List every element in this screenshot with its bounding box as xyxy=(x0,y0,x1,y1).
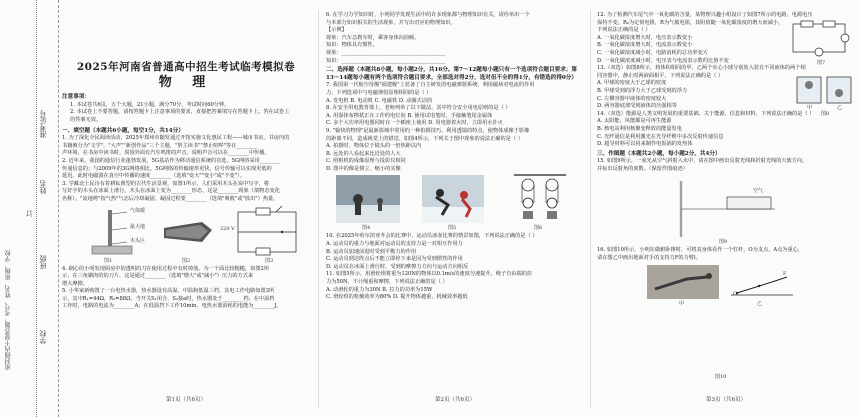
page-separator xyxy=(590,10,591,407)
question-line: 1. 为了深化全民阅读活动，2025年郑州市随发通过开馆实施文化惠民工程——城市书房。书房内的 xyxy=(62,135,290,142)
option-line: A. 甲球的密度大于乙球的密度 xyxy=(597,80,667,87)
binding-label-class: 班级 xyxy=(39,255,47,269)
figure-9-refraction xyxy=(667,175,777,239)
fig10-label-jia: 甲 xyxy=(679,300,685,307)
page-footer: 第3页（共6页） xyxy=(706,397,746,404)
figure-5-caption: 图5 xyxy=(448,225,457,232)
binding-strip xyxy=(0,0,59,417)
option-line: A. 发电机 B. 电动机 C. 电磁铁 D. 动圈式话筒 xyxy=(326,97,433,104)
question-line: 书籍被分为"文学"，"大声""新创作品"三个主题，"帮主读书""禁止喧哗"等在________ xyxy=(62,142,258,149)
option-line: C. 运动员到达终点后不能立即停下来是因为受到惯性的作用 xyxy=(326,256,463,263)
section-heading: 13～14题每小题有两个选项符合题目要求，全部选对得2分，选对但不全的得1分，有错选的得0分） xyxy=(326,74,577,81)
question-line: 写好字的木头在冰面上滑行，木头在冰面上变为________形态，这是________现象（填物态变化 xyxy=(62,188,280,195)
figure-10-pushup xyxy=(647,265,797,301)
question-line: 知识：________________________________________ xyxy=(326,57,446,64)
question-line: 的距离不同，造成视觉上的错觉。如图4所示，下列关于图中现象的说法正确的是（ ） xyxy=(326,135,523,142)
fig8-label-yi: 乙 xyxy=(837,105,843,112)
section-heading: 二、选择题（本题共8小题，每小题2分，共16分。第7～12题每小题只有一个选项符合题目要求；第 xyxy=(326,67,577,74)
question-line: 5. 小华家新购置了一台电热水器，热水器设有高温、中温和低温三档，其电工作电路如图3所 xyxy=(62,288,275,295)
figure-2-caption: 图2 xyxy=(182,257,191,264)
option-line: C. 多个大功率用电器同时在一个插座上使用 D. 用电器着火时，立即用水扑灭 xyxy=(326,120,503,127)
question-line: 力为50N，不计绳重和摩擦，下列说法正确的是（ ） xyxy=(326,279,448,286)
fig8-label-jia: 甲 xyxy=(807,105,813,112)
question-line: 与本部分知识相关的生活现象，并写出对应的物理知识。 xyxy=(326,19,456,26)
question-line: 声环境，在书房中读书时，周围外面有汽车鸣笛的声音，说明声音可以在________中传播。 xyxy=(62,150,270,157)
option-line: C. 光纤通信是利用激光在光导纤维中多次反射传递信息 xyxy=(597,133,724,140)
figure-5-skaters xyxy=(422,175,484,223)
question-line: 7. 我国第一代航空母舰"福建舰"上装备了自主研发的电磁弹射系统，利用磁场对电流的作用 xyxy=(326,82,535,89)
question-line: 工作时，电路的电流为________A；在低温挡下工作10min，电热水器消耗的电能为________J。 xyxy=(62,303,282,310)
fig10-label-yi: 乙 xyxy=(757,300,763,307)
notice-heading: 注意事项： xyxy=(62,94,90,101)
fig10-label-f: F xyxy=(783,270,787,277)
figure-4-photo xyxy=(336,175,400,223)
figure-7-caption: 图7 xyxy=(817,60,826,66)
question-line: 现象：汽车急刹车时，乘客身体向前倾。 xyxy=(326,34,420,41)
question-line: 14.（双选）能源是人类文明发展的重要基础，关于能源、信息和材料，下列说法正确的是（ ） xyxy=(597,110,815,117)
option-line: C. 照相机的成像原理与投影仪相同 xyxy=(326,158,406,165)
option-line: D. 两容器底部受到液体的压强相等 xyxy=(597,103,677,110)
binding-label-school: 学校 xyxy=(39,330,47,344)
page-2 xyxy=(326,12,584,407)
question-line: 11. 如图5所示，用滑轮组将重为120N的物体以0.1m/s的速度匀速提升，绳子自由端的拉 xyxy=(326,271,533,278)
question-line: 并标出反射角的度数。（保留作图痕迹） xyxy=(597,165,688,172)
figure-row xyxy=(326,173,584,233)
question-line: 【示例】 xyxy=(326,27,347,34)
question-line: 10. 在2025年哈尔滨亚冬会的比赛中，运动员冰壶比赛的情景如图，下列说法正确的是（ ） xyxy=(326,233,538,240)
fig3-power-label: 220 V xyxy=(220,225,235,232)
option-line: B. 甲球受到的浮力大于乙球受到的浮力 xyxy=(597,87,688,94)
binding-line xyxy=(36,0,37,417)
notice-line: 2. 本试卷上不要答题，请按答题卡上注意事项的要求，直接把答案填写在答题卡上。答在试卷上 xyxy=(70,109,290,116)
option-line: D. 图中的像是倒立、缩小的实像 xyxy=(326,165,401,172)
binding-label-name: 姓名 xyxy=(39,180,47,194)
question-line: 8. 在安全用电教育课上，老师列举了以下做法，其中符合安全用电原则的是（ ） xyxy=(326,105,511,112)
fig1-label-mid: 最大地 xyxy=(130,223,146,230)
binding-cut-label: 订 xyxy=(25,210,33,217)
question-line: 9. "愉快的物理"是最新影城中常用的一种拍摄技巧。利用透镜的特点，使物体成像于影像 xyxy=(326,127,530,134)
option-line: A. 一氧化碳浓度增大时，电压表示数变小 xyxy=(597,34,693,41)
question-line: 13.（双选）如图8所示，将体积相同的甲、乙两个实心小球分别放入装有不同液体的两个相 xyxy=(597,65,806,72)
section-heading: 三、作图题（本题共2小题，每小题2分，共4分） xyxy=(597,150,721,157)
option-line: D. 超导材料可以用来制作电饭锅的发热体 xyxy=(597,141,693,148)
figure-2-knife xyxy=(162,220,214,248)
exam-title: 2025年河南省普通高中招生考试临考模拟卷 xyxy=(76,61,296,73)
notice-line: 的答案无效。 xyxy=(70,116,102,123)
option-line: B. 远处的人看起来比近处的人大 xyxy=(326,150,401,157)
option-line: D. 运动员在冰面上滑行时，受到的摩擦力方向与运动方向相反 xyxy=(326,263,469,270)
question-line: 4. 刷心的小明发现厨房中的透明的刀在使用过程中有时掉落，为一个面比较粗糙，如图2所 xyxy=(62,265,270,272)
question-line: 6. 在学习力学知识时，小明同学发现生活中的许多现象都与物理知识有关，请你举出一个 xyxy=(326,12,530,18)
figure-8-containers xyxy=(795,71,853,105)
figure-3-caption: 图3 xyxy=(265,257,274,264)
figure-10-area xyxy=(597,263,855,309)
question-line: 名称）。"流地烤"指气热"气态后冷却凝固，凝固过程要________（选填"吸收"或"放出"）热量。 xyxy=(62,195,279,202)
option-line: B. 运动员加速前进时受到平衡力的作用 xyxy=(326,248,417,255)
figure-9-caption: 图9 xyxy=(719,239,728,246)
page-1 xyxy=(62,12,310,407)
option-line: A. 用湿抹布擦拭正在工作的电灯泡 B. 使用试电笔时，手接触笔尾金属体 xyxy=(326,112,493,119)
question-line: 下列说法正确的是（ ） xyxy=(597,27,651,34)
question-line: 知识：物体具有惯性。 xyxy=(326,42,378,49)
figure-6-caption: 图6 xyxy=(534,225,543,232)
figure-8-caption: 图8 xyxy=(821,111,830,118)
page-footer: 第1页（共6页） xyxy=(166,397,206,404)
page-separator xyxy=(318,10,319,407)
figure-4-caption: 图4 xyxy=(362,225,371,232)
fig1-label-bot: 木头区 xyxy=(130,237,146,244)
option-line: C. 滑轮组的机械效率为80% D. 提升物体越重，机械效率越低 xyxy=(326,294,468,301)
option-line: A. 太阳能、风能都是可再生能源 xyxy=(597,118,672,125)
question-line: 力，下列选项中与电磁弹射原理相同的是（ ） xyxy=(326,89,432,96)
subject-title: 物 理 xyxy=(158,74,214,90)
question-line: 现象：________________________________________ xyxy=(326,49,446,56)
question-line: 请在图乙中画出地面对手的支持力F的力臂l。 xyxy=(597,255,701,262)
fig10-label-o: O xyxy=(733,290,738,297)
figure-9-area xyxy=(597,173,855,247)
question-line: 增大摩擦。 xyxy=(62,280,88,287)
figure-6-pulleys xyxy=(508,173,572,225)
question-line: 保持不变，R₀为定值电阻，R为气敏电阻，其阻值随一氧化碳浓度的增大而减小， xyxy=(597,19,784,26)
binding-label-ticket: 准考证号 xyxy=(39,110,47,138)
question-line: 15. 如图9所示，一束光从空气斜射入水中，请在图中画出反射光线和折射光线的大致方向， xyxy=(597,158,808,165)
option-line: C. 左侧容器中液体的密度较大 xyxy=(597,95,667,102)
question-line: 同容器中，静止时两液面相平，下列说法正确的是（ ） xyxy=(597,72,724,79)
section-heading: 一、填空题（本题共6小题，每空1分，共14分） xyxy=(62,127,184,134)
figure-7-circuit xyxy=(787,18,851,58)
notice-line: 1. 本试卷共6页，五个大题，21小题，满分70分，考试时间60分钟。 xyxy=(70,101,230,108)
question-line: 3. 学藏北士民诗有着耕耘典型的古代生活景观，如图1所示，人们采用木头在炭中写字，将 xyxy=(62,180,270,187)
question-line: 传递信息的；与2009年的3G网络相比，5G网络的传输速率更快，信号传输可以实现更低的 xyxy=(62,165,272,172)
question-line: 2. 近年来，我国的通信行业蓬勃发展，5G基站作为移动通信系统的首选，5G网络采用________ xyxy=(62,157,281,164)
question-line: 12. 为了检测汽车尾气中一氧化碳的含量，某物理兴趣小组设计了如图7所示的电路，电源电压 xyxy=(597,12,813,18)
option-line: A. 动滑轮的重力为30N B. 拉力的功率为15W xyxy=(326,286,433,293)
q12-block xyxy=(597,12,855,65)
question-line: 示，其中R₁=44Ω，R₂=88Ω，当开关S₁闭合、S₂接a时，热水器处于________档；在中温档 xyxy=(62,295,275,302)
page-3 xyxy=(597,12,855,407)
question-line: 16. 如图10所示，小明在做俯卧撑时，可将其身体看作一个杠杆，O为支点，A点为重心， xyxy=(597,247,804,254)
option-line: B. 核电站利用核聚变释放的能量发电 xyxy=(597,125,682,132)
option-line: A. 拍摄时，物体位于镜头的一倍焦距以内 xyxy=(326,143,422,150)
page-footer: 第2页（共6页） xyxy=(435,397,475,404)
figure-row xyxy=(62,204,310,266)
figure-1-caption: 图1 xyxy=(104,257,113,264)
binding-note: 密封线内不要答题，考号、姓名、班级、学校 xyxy=(5,250,12,370)
question-line: 延迟，此时电磁波在真空中传播的速度________（选填"变大""变小"或"不变"）。 xyxy=(62,173,245,180)
option-line: A. 运动员的重力与地面对运动员的支持力是一对相互作用力 xyxy=(326,241,463,248)
fig1-label-top: 气体暖 xyxy=(130,207,146,214)
figure-10-caption: 图10 xyxy=(715,374,727,380)
fig9-label: 空气 xyxy=(753,188,764,195)
option-line: C. 一氧化碳浓度减小时，电路消耗的总功率变大 xyxy=(597,49,708,56)
option-line: B. 一氧化碳浓度增大时，电流表示数变小 xyxy=(597,42,693,49)
question-line: 示，在三角刷肉的的刀片，这是通过________（选填"增大"或"减小"）压力的方式来 xyxy=(62,273,254,280)
figure-3-circuit xyxy=(232,206,302,258)
option-line: D. 一氧化碳浓度减小时，电压表与电流表示数的比值不变 xyxy=(597,57,729,64)
